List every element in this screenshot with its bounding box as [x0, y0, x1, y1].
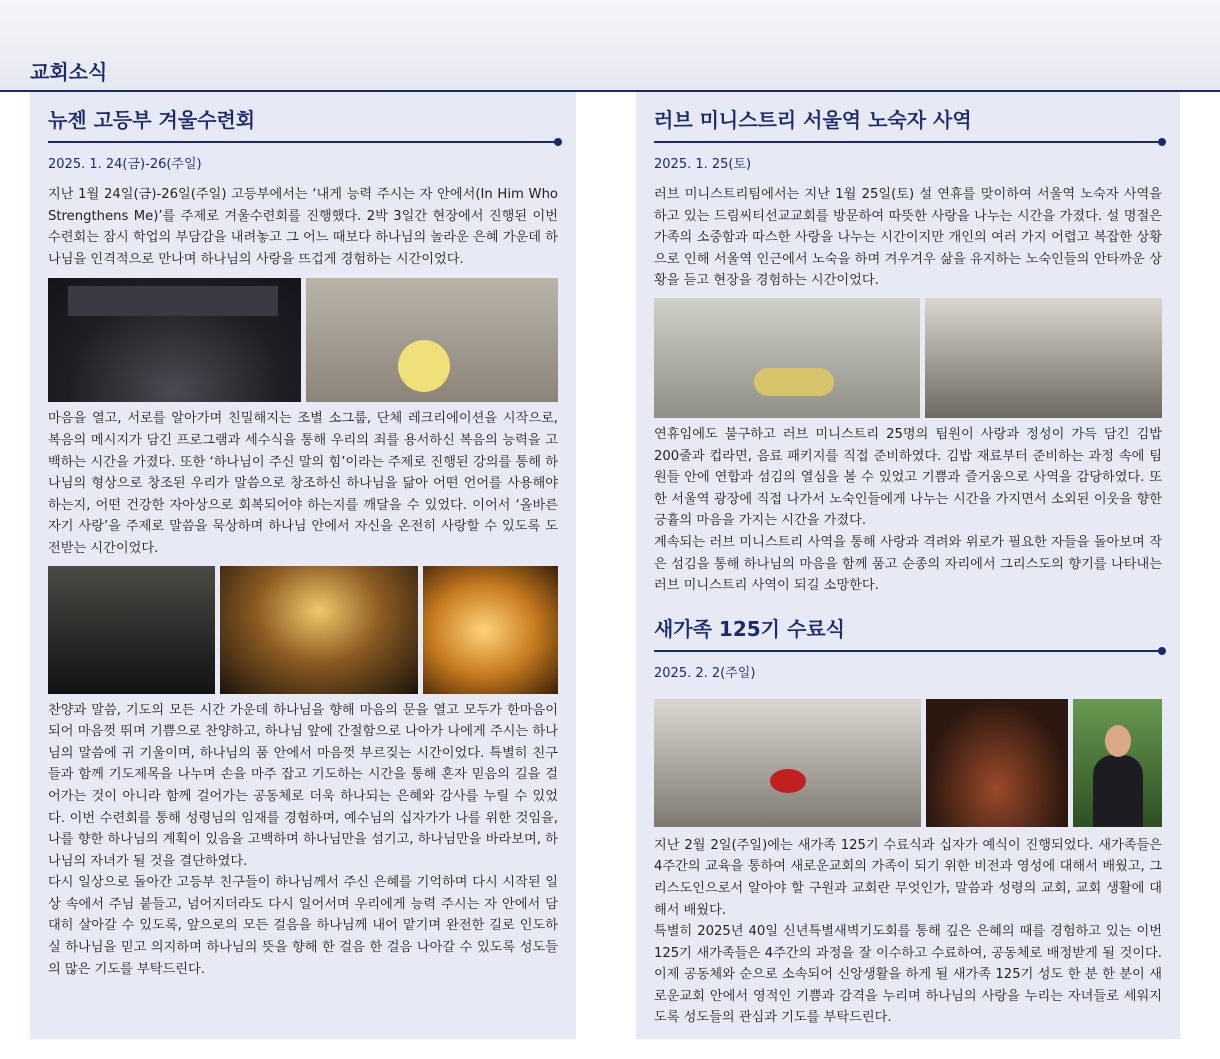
- stage-backdrop: [68, 286, 278, 316]
- article-paragraph: 지난 1월 24일(금)-26일(주일) 고등부에서는 ‘내게 능력 주시는 자 안에서(In Him Who Strengthens Me)’를 주제로 겨울수련회를 진행했다. 2박 3일간 현장에서 진행된 이번 수련회는 잠시 학업의 부담감을 내려놓고 그 어느 때보다 하나님의 놀라운 은혜 가운데 하나님을 인격적으로 만나며 하나님의 사랑을 뜨겁게 경험하는 시간이었다.: [48, 187, 558, 267]
- photo-row: [48, 566, 558, 694]
- pastor-face: [1105, 725, 1131, 757]
- article-date: 2025. 2. 2(주일): [654, 665, 756, 681]
- article-paragraph: 연휴임에도 불구하고 러브 미니스트리 25명의 팀원이 사랑과 정성이 가득 담긴 김밥 200줄과 컵라면, 음료 패키지를 직접 준비하였다. 김밥 재료부터 준비하는 과정 속에 팀원들 안에 연합과 섬김의 열심을 볼 수 있었고 기쁨과 즐거움으로 사역을 감당하였다. 또한 서울역 광장에 직접 나가서 노숙인들에게 나누는 시간을 가지면서 소외된 이웃을 향한 긍휼의 마음을 가지는 시간을 가졌다.: [654, 426, 1162, 529]
- article-paragraph: 러브 미니스트리팀에서는 지난 1월 25일(토) 설 연휴를 맞이하여 서울역 노숙자 사역을 하고 있는 드림씨티선교교회를 방문하여 따뜻한 사랑을 나누는 시간을 가졌다. 설 명절은 가족의 소중함과 따스한 사랑을 나누는 시간이지만 개인의 여러 가지 어렵고 복잡한 상황으로 인해 서울역 인근에서 노숙을 하며 겨우겨우 삶을 유지하는 노숙인들의 안타까운 상황을 듣고 현장을 경험하는 시간이었다.: [654, 187, 1162, 289]
- cross-ceremony-photo: [926, 699, 1068, 827]
- photo-row: [654, 699, 1162, 827]
- article-paragraph: 지난 2월 2일(주일)에는 새가족 125기 수료식과 십자가 예식이 진행되었다. 새가족들은 4주간의 교육을 통하여 새로운교회의 가족이 되기 위한 비전과 영성에 대해서 배웠고, 그리스도인으로서 알아야 할 구원과 교회란 무엇인가, 말씀과 성령의 교회, 교회 생활에 대해서 배웠다.: [654, 837, 1162, 918]
- header-bar: [0, 0, 1220, 92]
- article-title: 새가족 125기 수료식: [654, 616, 845, 641]
- pastor-figure: [1093, 755, 1143, 827]
- worship-photo: [48, 566, 215, 694]
- article-title: 러브 미니스트리 서울역 노숙자 사역: [654, 108, 972, 132]
- graduation-group-photo: [654, 699, 921, 827]
- article-date: 2025. 1. 24(금)-26(주일): [48, 157, 202, 172]
- photo-row: [48, 278, 558, 402]
- article-love-ministry: [636, 92, 1180, 1039]
- article-paragraph: 찬양과 말씀, 기도의 모든 시간 가운데 하나님을 향해 마음의 문을 열고 모두가 한마음이 되어 마음껏 뛰며 기쁨으로 찬양하고, 하나님 앞에 간절함으로 나아가 나에게 주시는 하나님의 말씀에 귀 기울이며, 하나님의 품 안에서 마음껏 부르짖는 시간이었다. 특별히 친구들과 함께 기도제목을 나누며 손을 마주 잡고 기도하는 시간을 통해 혼자 믿음의 길을 걸어가는 것이 아니라 함께 걸어가는 공동체로 더욱 하나되는 은혜와 감사를 누릴 수 있었다. 이번 수련회를 통해 성령님의 임재를 경험하며, 예수님의 십자가가 나를 위한 것임을, 나를 향한 하나님의 계획이 있음을 고백하며 하나님만을 섬기고, 하나님만을 바라보며, 하나님의 자녀가 될 것을 결단하였다.: [48, 702, 558, 869]
- article-paragraph: 계속되는 러브 미니스트리 사역을 통해 사랑과 격려와 위로가 필요한 자들을 돌아보며 작은 섬김을 통해 하나님의 마음을 함께 품고 순종의 자리에서 그리스도의 향기를 나타내는 러브 미니스트리 사역이 되길 소망한다.: [654, 534, 1162, 594]
- group-photo: [48, 278, 301, 402]
- article-title: 뉴젠 고등부 겨울수련회: [48, 108, 256, 132]
- article-paragraph: 다시 일상으로 돌아간 고등부 친구들이 하나님께서 주신 은혜를 기억하며 다시 시작된 일상 속에서 주님 붙들고, 넘어지더라도 다시 일어서며 우리에게 능력 주시는 자 안에서 담대히 살아갈 수 있도록, 앞으로의 모든 걸음을 하나님께 내어 맡기며 완전한 길로 인도하실 하나님을 믿고 의지하며 하나님의 뜻을 향해 한 걸음 한 걸음 나아갈 수 있도록 성도들의 많은 기도를 부탁드린다.: [48, 875, 558, 977]
- poster-prop: [398, 340, 450, 392]
- team-group-photo: [925, 298, 1162, 418]
- title-rule: [654, 141, 1162, 143]
- article-date: 2025. 1. 25(토): [654, 157, 752, 172]
- praise-photo: [220, 566, 418, 694]
- decoration-prop: [770, 769, 806, 793]
- article-youth-retreat: [30, 92, 576, 1039]
- article-paragraph: 마음을 열고, 서로를 알아가며 친밀해지는 조별 소그룹, 단체 레크리에이션을 시작으로, 복음의 메시지가 담긴 프로그램과 세수식을 통해 우리의 죄를 용서하신 복음의 능력을 고백하는 시간을 가졌다. 또한 ‘하나님이 주신 말의 힘’이라는 주제로 진행된 강의를 통해 하나님의 형상으로 창조된 우리가 말씀으로 창조하신 하나님을 닮아 어떤 언어를 사용해야 하는지, 어떤 건강한 자아상으로 회복되어야 하는지를 깨달을 수 있었다. 이어서 ‘올바른 자기 사랑’을 주제로 말씀을 묵상하며 하나님 안에서 자신을 온전히 사랑할 수 있도록 도전받는 시간이었다.: [48, 411, 558, 556]
- article-paragraph: 특별히 2025년 40일 신년특별새벽기도회를 통해 깊은 은혜의 때를 경험하고 있는 이번 125기 새가족들은 4주간의 과정을 잘 이수하고 수료하여, 공동체로 배정받게 될 것이다. 이제 공동체와 순으로 소속되어 신앙생활을 하게 될 새가족 125기 성도 한 분 한 분이 새로운교회 안에서 영적인 기쁨과 감격을 누리며 하나님의 사랑을 누리는 자녀들로 세워지도록 성도들의 관심과 기도를 부탁드린다.: [654, 924, 1162, 1026]
- title-rule: [48, 141, 558, 143]
- prayer-hands-photo: [423, 566, 558, 694]
- photo-row: [654, 298, 1162, 418]
- title-rule: [654, 650, 1162, 652]
- food-tray: [754, 368, 834, 396]
- section-title: 교회소식: [30, 60, 108, 84]
- kimbap-prep-photo: [654, 298, 920, 418]
- pastor-photo: [1073, 699, 1162, 827]
- students-photo: [306, 278, 558, 402]
